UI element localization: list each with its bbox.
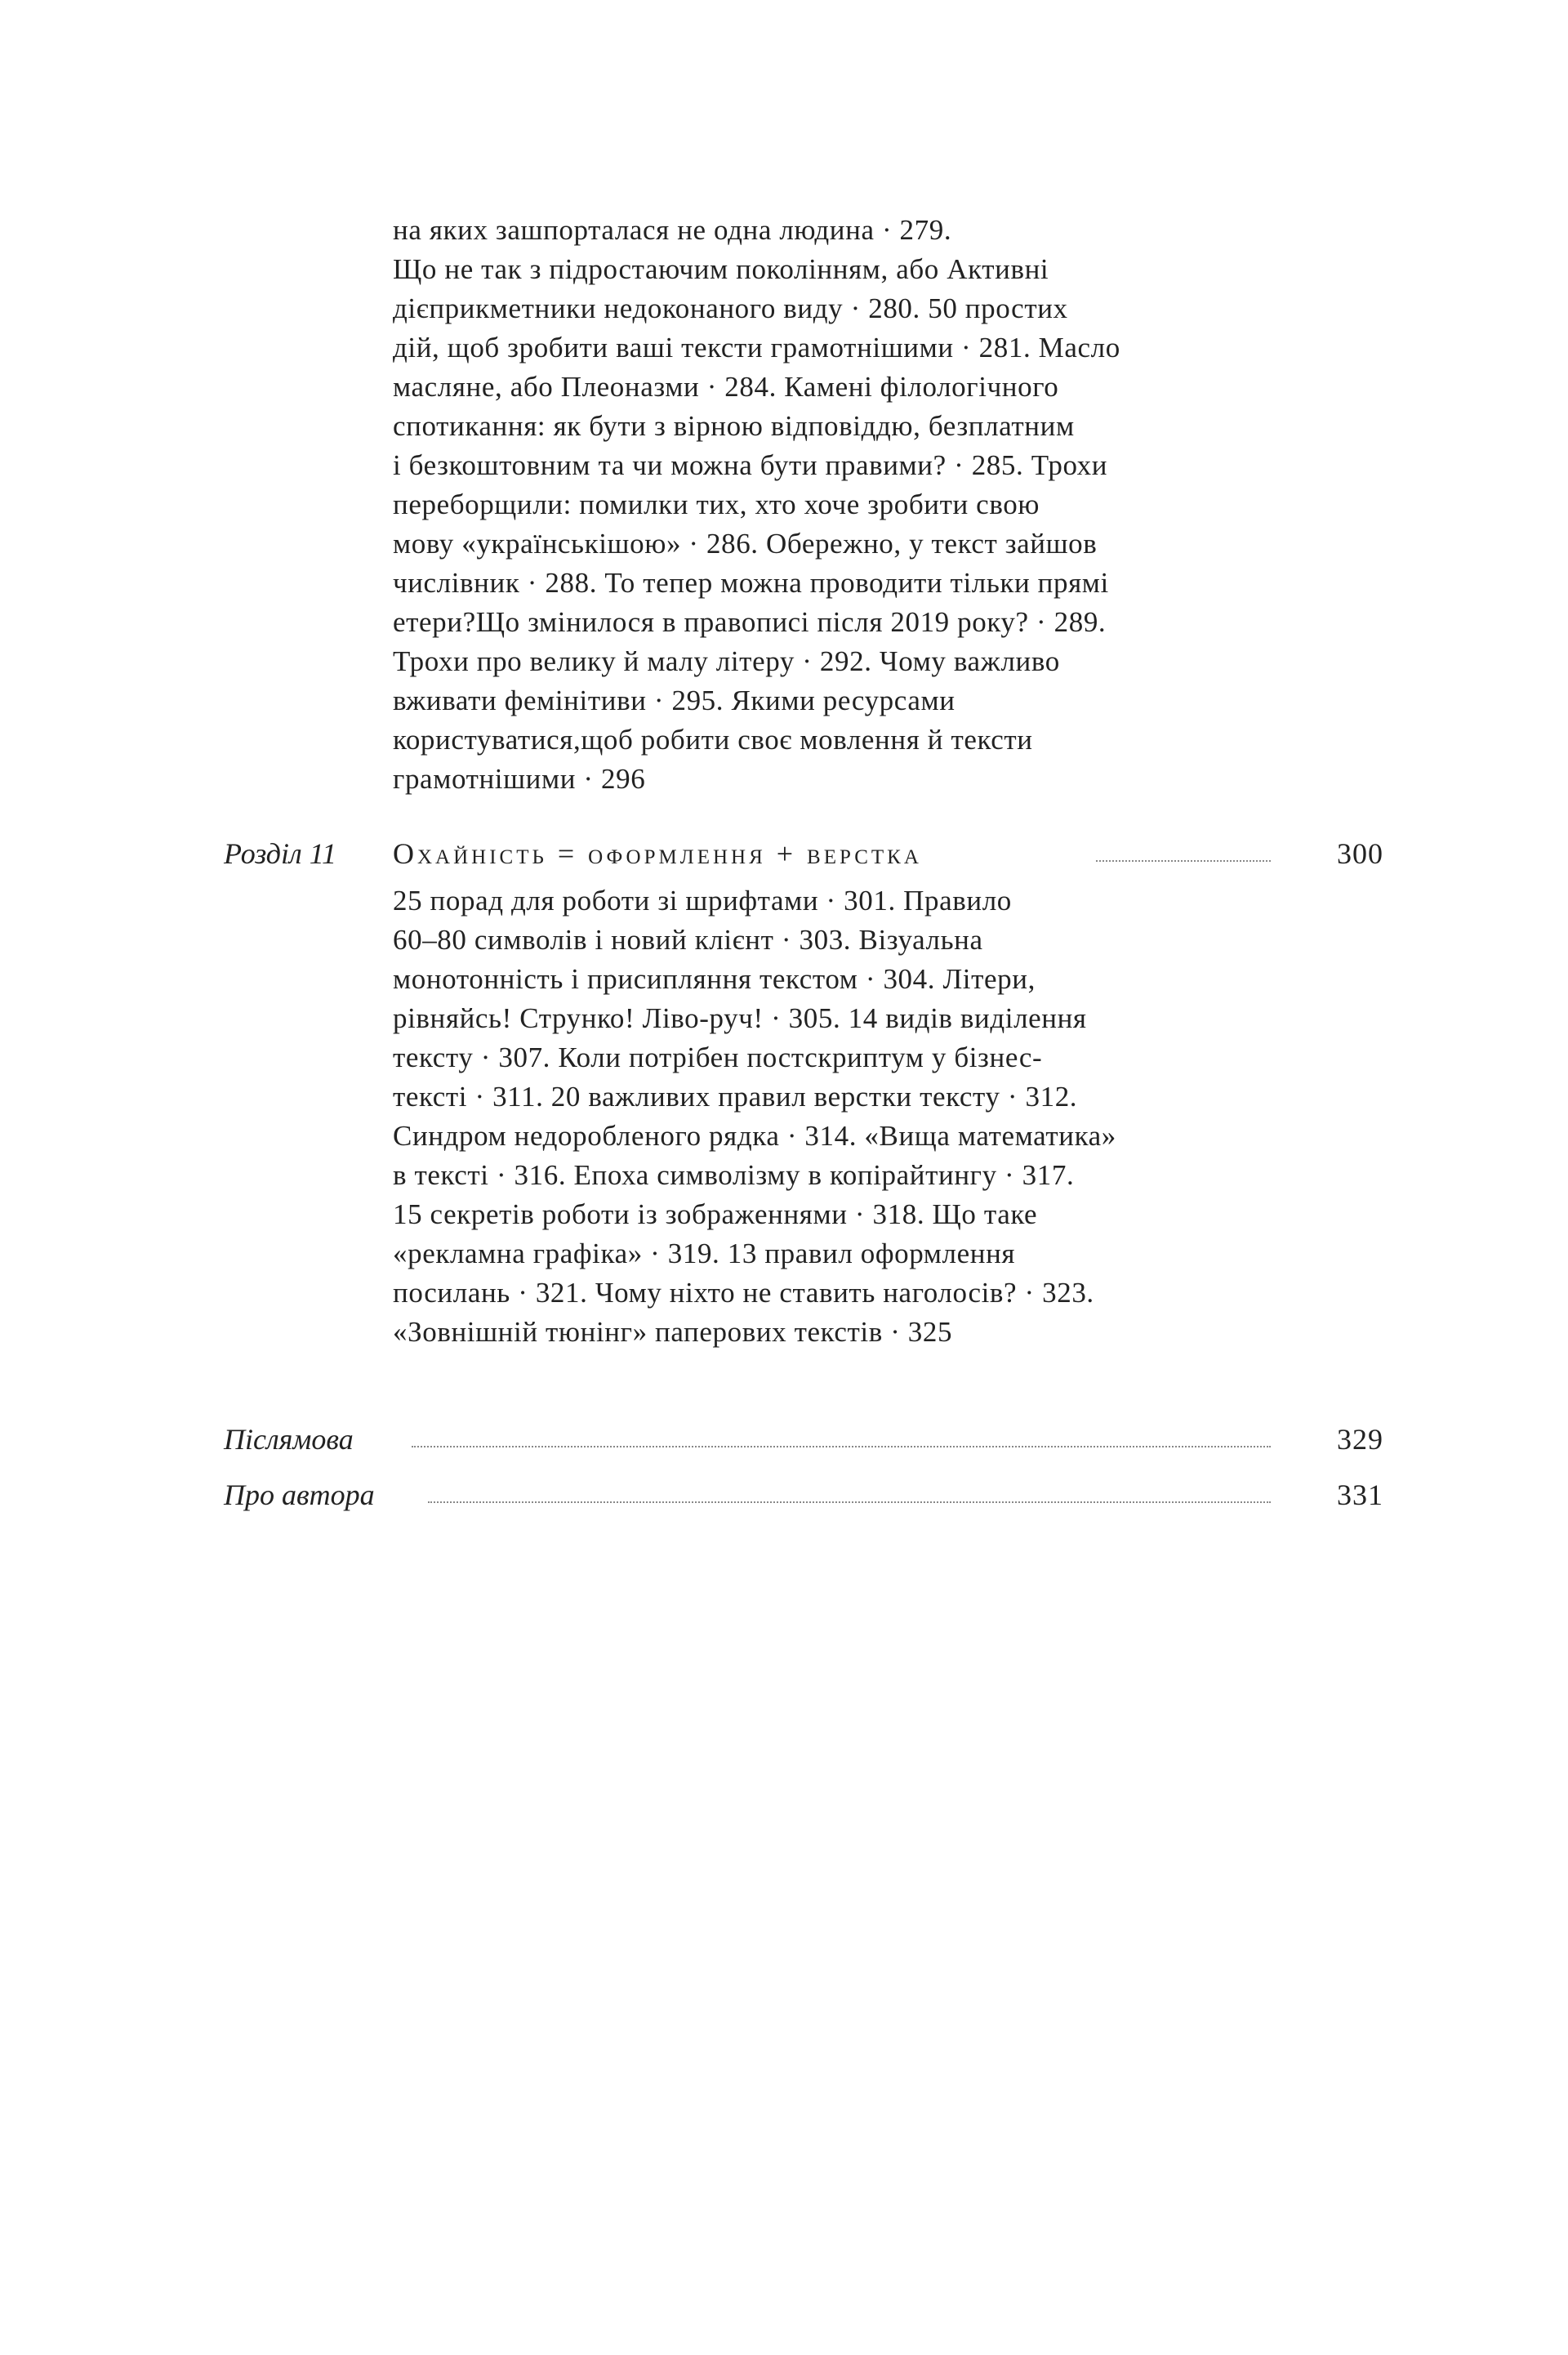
chapter-11-entry	[224, 833, 1383, 874]
toc-text-line: 15 секретів роботи із зображеннями · 318. Що таке	[393, 1198, 1038, 1230]
toc-text-line: на яких зашпорталася не одна людина · 279.	[393, 214, 952, 246]
chapter-title: Охайність = оформлення + верстка	[393, 837, 922, 870]
previous-chapter-contents	[393, 211, 1120, 799]
toc-text-line: «Зовнішній тюнінг» паперових текстів · 325	[393, 1316, 953, 1348]
toc-text-line: 25 порад для роботи зі шрифтами · 301. Правило	[393, 885, 1012, 917]
toc-text-line: переборщили: помилки тих, хто хоче зробити свою	[393, 488, 1040, 520]
toc-text-line: Синдром недоробленого рядка · 314. «Вища математика»	[393, 1120, 1116, 1152]
toc-text-line: посилань · 321. Чому ніхто не ставить наголосів? · 323.	[393, 1277, 1094, 1309]
dot-leader	[1096, 860, 1271, 862]
toc-text-line: Що не так з підростаючим поколінням, або Активні	[393, 253, 1049, 285]
toc-text-line: вживати фемінітиви · 295. Якими ресурсами	[393, 685, 956, 716]
chapter-11-contents	[393, 881, 1116, 1352]
toc-text-line: числівник · 288. То тепер можна проводити тільки прямі	[393, 567, 1109, 599]
toc-text-line: 60–80 символів і новий клієнт · 303. Візуальна	[393, 924, 983, 956]
toc-text-line: грамотнішими · 296	[393, 763, 646, 795]
about-author-page-number: 331	[1337, 1479, 1383, 1511]
toc-text-line: дій, щоб зробити ваші тексти грамотнішими · 281. Масло	[393, 332, 1120, 364]
toc-text-line: користуватися,щоб робити своє мовлення й тексти	[393, 724, 1033, 756]
afterword-entry	[224, 1419, 1383, 1460]
dot-leader	[412, 1446, 1271, 1447]
toc-text-line: в тексті · 316. Епоха символізму в копірайтингу · 317.	[393, 1159, 1075, 1191]
afterword-label: Післямова	[224, 1423, 354, 1456]
toc-text-line: тексті · 311. 20 важливих правил верстки тексту · 312.	[393, 1081, 1078, 1113]
chapter-label: Розділ 11	[224, 837, 337, 870]
toc-text-line: дієприкметники недоконаного виду · 280. 50 простих	[393, 292, 1068, 324]
toc-text-line: спотикання: як бути з вірною відповіддю, безплатним	[393, 410, 1075, 442]
toc-text-line: мову «українськішою» · 286. Обережно, у текст зайшов	[393, 528, 1098, 560]
toc-text-line: Трохи про велику й малу літеру · 292. Чому важливо	[393, 645, 1060, 677]
about-author-label: Про автора	[224, 1479, 375, 1511]
dot-leader	[428, 1501, 1271, 1503]
toc-text-line: «рекламна графіка» · 319. 13 правил оформлення	[393, 1238, 1016, 1269]
toc-text-line: і безкоштовним та чи можна бути правими? · 285. Трохи	[393, 449, 1108, 481]
chapter-page-number: 300	[1337, 837, 1383, 870]
toc-text-line: рівняйсь! Струнко! Ліво-руч! · 305. 14 видів виділення	[393, 1002, 1087, 1034]
toc-text-line: масляне, або Плеоназми · 284. Камені філологічного	[393, 371, 1059, 403]
toc-text-line: тексту · 307. Коли потрібен постскриптум у бізнес-	[393, 1041, 1043, 1073]
toc-text-line: етери?Що змінилося в правописі після 2019 року? · 289.	[393, 606, 1107, 638]
toc-text-line: монотонність і присипляння текстом · 304. Літери,	[393, 963, 1036, 995]
about-author-entry	[224, 1474, 1383, 1515]
afterword-page-number: 329	[1337, 1423, 1383, 1456]
